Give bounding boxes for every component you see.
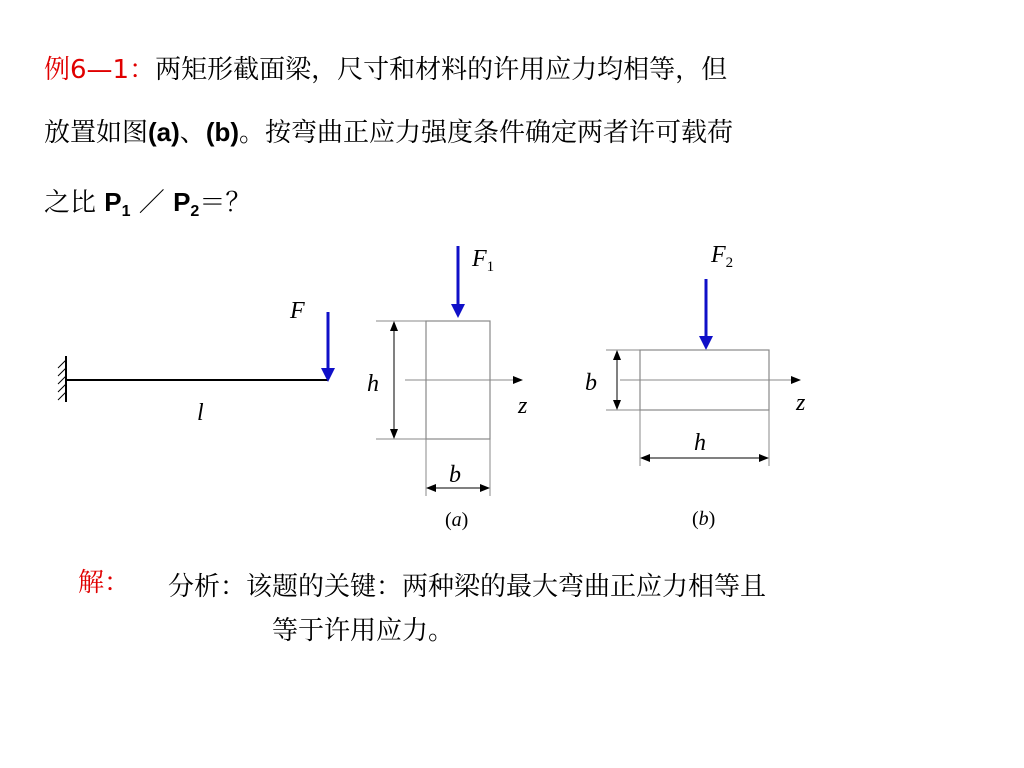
separator: 、 bbox=[179, 118, 206, 148]
solution-line-1: 分析：该题的关键：两种梁的最大弯曲正应力相等且 bbox=[168, 572, 767, 602]
width-label-a: b bbox=[449, 462, 461, 488]
z-label-a: z bbox=[518, 393, 528, 419]
ratio-slash: ／ bbox=[138, 188, 165, 218]
example-label: 例6—1： bbox=[44, 55, 156, 85]
problem-text-2a: 放置如图 bbox=[44, 118, 149, 148]
support-hatching bbox=[58, 360, 66, 400]
cantilever-beam bbox=[58, 298, 335, 426]
problem-text-1: 两矩形截面梁，尺寸和材料的许用应力均相等，但 bbox=[155, 55, 728, 85]
section-b bbox=[585, 242, 806, 530]
p2-subscript: 2 bbox=[190, 203, 200, 220]
problem-text-3a: 之比 bbox=[44, 188, 105, 218]
ref-b: (b) bbox=[205, 117, 240, 147]
solution-text bbox=[168, 565, 968, 653]
force-a-arrow-head bbox=[451, 304, 465, 318]
solution-line-2: 等于许用应力。 bbox=[272, 616, 455, 646]
force-label: F bbox=[290, 298, 305, 324]
force-a-label: $F_1$ bbox=[472, 246, 495, 275]
p2-symbol: P bbox=[173, 187, 191, 217]
height-label-b: b bbox=[585, 370, 597, 396]
length-label: l bbox=[197, 400, 204, 426]
problem-text-3b: ＝？ bbox=[199, 188, 252, 218]
p1-subscript: 1 bbox=[121, 203, 131, 220]
width-label-b: h bbox=[694, 430, 706, 456]
caption-a: (a) bbox=[445, 509, 469, 531]
force-b-label: $F_2$ bbox=[711, 242, 734, 271]
z-label-b: z bbox=[796, 390, 806, 416]
height-label-a: h bbox=[367, 371, 379, 397]
force-b-arrow-head bbox=[699, 336, 713, 350]
p1-symbol: P bbox=[104, 187, 122, 217]
section-a bbox=[367, 246, 528, 531]
solution-label: 解： bbox=[78, 568, 131, 598]
ref-a: (a) bbox=[148, 117, 180, 147]
caption-b: (b) bbox=[692, 508, 716, 530]
problem-text-2b: 。按弯曲正应力强度条件确定两者许可载荷 bbox=[239, 118, 734, 148]
